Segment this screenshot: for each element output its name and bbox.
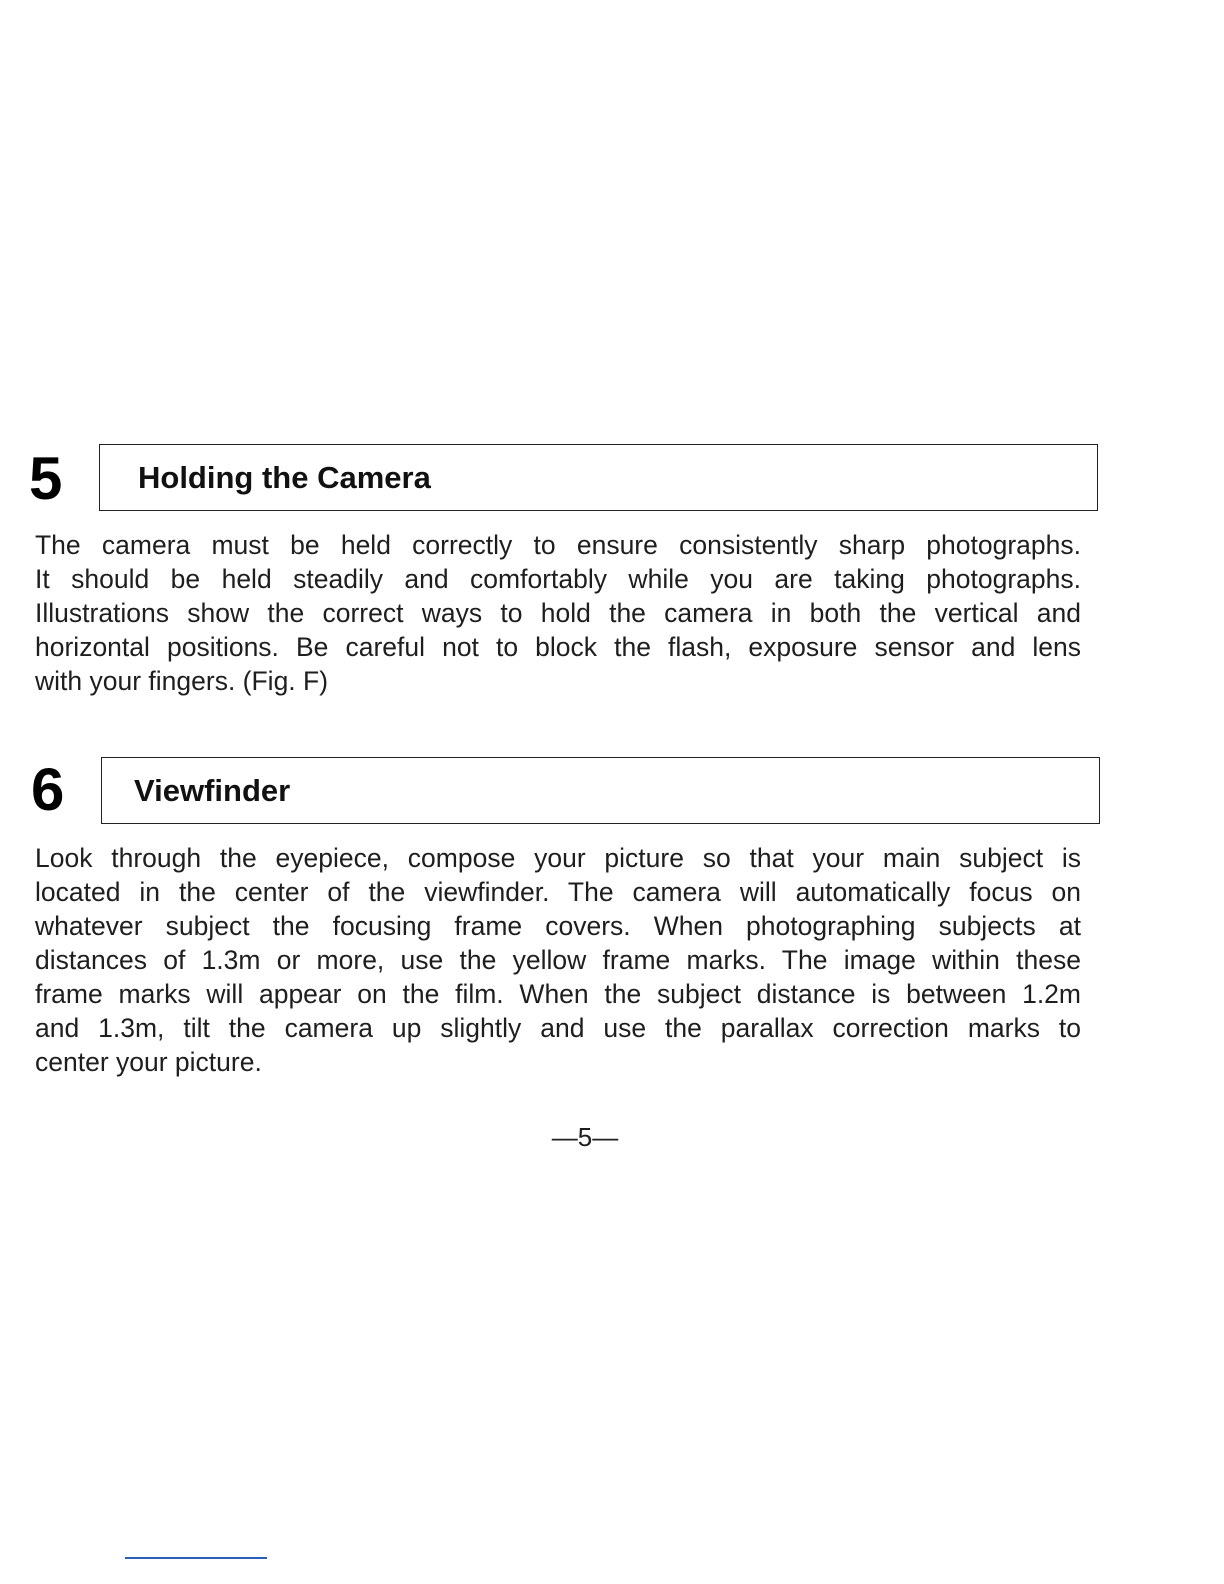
- section-6-line: center your picture.: [35, 1047, 262, 1077]
- section-6-heading-box: [101, 757, 1100, 824]
- section-5-heading: Holding the Camera: [138, 459, 431, 495]
- section-6-line: Look through the eyepiece, compose your picture so that your main subject is: [35, 843, 1081, 873]
- section-6-line: located in the center of the viewfinder. The camera will automatically focus on: [35, 877, 1081, 907]
- page-number: —5—: [551, 1122, 619, 1152]
- section-5-line: The camera must be held correctly to ensure consistently sharp photographs.: [35, 530, 1081, 560]
- section-5-body: [35, 528, 1081, 698]
- section-6-line: and 1.3m, tilt the camera up slightly and use the parallax correction marks to: [35, 1013, 1081, 1043]
- section-5-line: horizontal positions. Be careful not to block the flash, exposure sensor and lens: [35, 632, 1081, 662]
- section-6-heading: Viewfinder: [134, 772, 291, 808]
- section-6-line: distances of 1.3m or more, use the yellow frame marks. The image within these: [35, 945, 1081, 975]
- section-6-number: 6: [31, 756, 65, 823]
- bottom-rule: [125, 1557, 267, 1559]
- section-5-line: with your fingers. (Fig. F): [35, 666, 329, 696]
- section-5-number: 5: [29, 445, 63, 512]
- section-5-line: Illustrations show the correct ways to hold the camera in both the vertical and: [35, 598, 1081, 628]
- section-5-line: It should be held steadily and comfortably while you are taking photographs.: [35, 564, 1081, 594]
- section-6-line: frame marks will appear on the film. When the subject distance is between 1.2m: [35, 979, 1081, 1009]
- section-6-body: [35, 841, 1081, 1079]
- section-5-heading-box: [99, 444, 1098, 511]
- section-6-line: whatever subject the focusing frame covers. When photographing subjects at: [35, 911, 1081, 941]
